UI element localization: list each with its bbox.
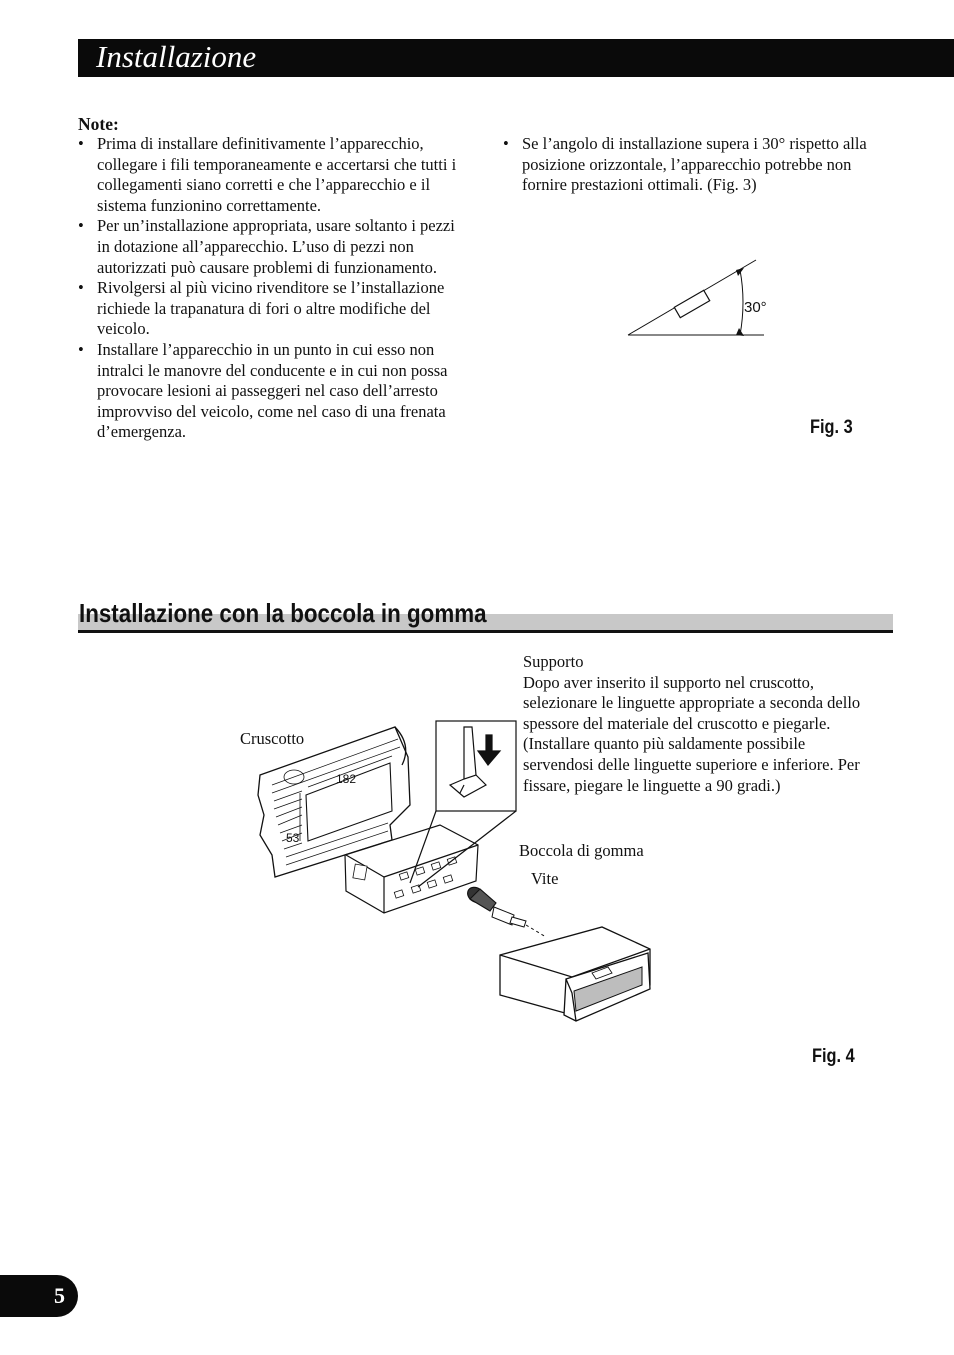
fig4-installation-diagram [250, 715, 660, 1035]
rubber-bush [465, 884, 496, 911]
notes-heading: Note: [78, 114, 119, 134]
note-item: • Rivolgersi al più vicino rivenditore se l’installazione richiede la trapanatura di fori o altre modifiche del veicolo. [78, 278, 470, 340]
page-header [78, 39, 954, 77]
section-rule [78, 630, 893, 633]
fig3-angle-diagram [620, 250, 780, 350]
support-text: Dopo aver inserito il supporto nel cruscotto, selezionare le linguette appropriate a seconda dello spessore del materiale del cruscotto e piegarle. (Installare quanto più saldamente possibile servendosi delle linguette superiore e inferiore. Per fissare, piegare le linguette a 90 gradi.) [523, 672, 861, 795]
screw-label: Vite [531, 869, 559, 888]
page-title: Installazione [96, 39, 257, 74]
notes-column-left [78, 114, 470, 443]
fig4-caption: Fig. 4 [812, 1046, 855, 1067]
angle-arc [740, 270, 743, 335]
section-title: Installazione con la boccola in gomma [79, 598, 487, 628]
head-unit [500, 927, 650, 1021]
note-item: • Installare l’apparecchio in un punto in cui esso non intralci le manovre del conducente e in cui non possa provocare lesioni ai passeggeri nel caso dell’arresto improvviso del veicolo, come nel caso di una frenata d’emergenza. [78, 340, 470, 443]
page-number: 5 [54, 1283, 65, 1308]
notes-list [78, 134, 470, 443]
angle-label: 30° [744, 299, 767, 316]
note-item: • Prima di installare definitivamente l’apparecchio, collegare i fili temporaneamente e accertarsi che tutti i collegamenti siano corretti e che l’apparecchio e il sistema funzionino correttamente. [78, 134, 470, 216]
rubber-bush-label: Boccola di gomma [519, 841, 644, 860]
dashboard-label: Cruscotto [240, 729, 305, 748]
page-number-tab [0, 1275, 78, 1317]
note-item: • Per un’installazione appropriata, usare soltanto i pezzi in dotazione all’apparecchio. L’uso di pezzi non autorizzati può causare problemi di funzionamento. [78, 216, 470, 278]
unit-outline-icon [674, 290, 709, 317]
height-dimension: 53 [286, 831, 300, 845]
screw [492, 907, 546, 937]
width-dimension: 182 [336, 772, 357, 786]
fig3-caption: Fig. 3 [810, 417, 853, 438]
notes-column-right [503, 134, 895, 196]
note-item: • Se l’angolo di installazione supera i 30° rispetto alla posizione orizzontale, l’apparecchio potrebbe non fornire prestazioni ottimali. (Fig. 3) [503, 134, 895, 196]
notes-list-right [503, 134, 895, 196]
support-title: Supporto [523, 652, 584, 671]
